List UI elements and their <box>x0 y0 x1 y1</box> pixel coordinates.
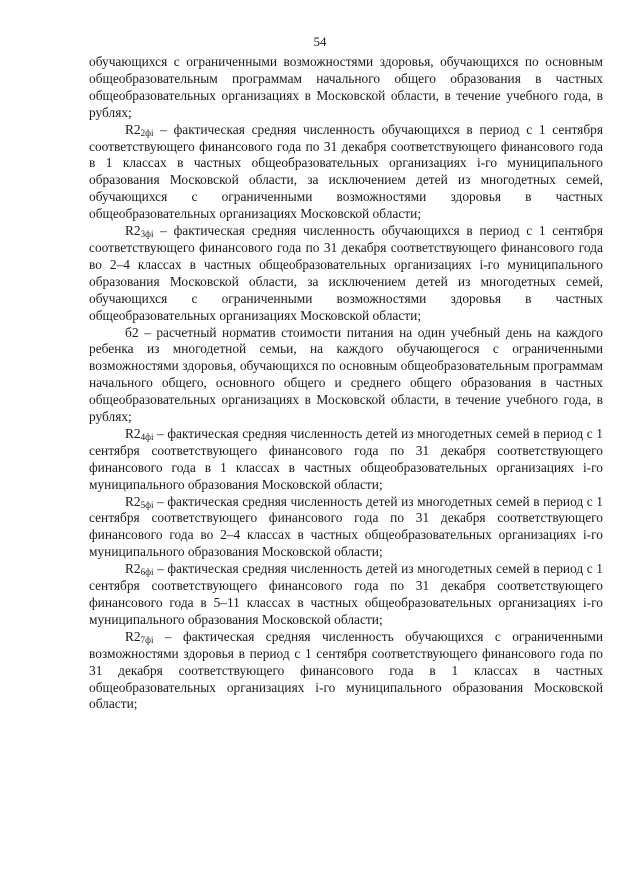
definition-r2-6 <box>89 561 603 629</box>
symbol-subscript: 3фi <box>140 229 154 240</box>
symbol-subscript: 6фi <box>140 567 154 578</box>
definition-b2 <box>89 325 603 426</box>
definition-r2-7 <box>89 629 603 714</box>
definition-text: – фактическая средняя численность детей из многодетных семей в период с 1 сентября соответствующего финансового года по 31 декабря соответствующего финансового года в 1 классах в частных общеобразовательных организациях i-го муниципального образования Московской области; <box>89 425 603 492</box>
definition-text: – фактическая средняя численность обучающихся в период с 1 сентября соответствующего финансового года по 31 декабря соответствующего финансового года в 1 классах в частных общеобразовательных организациях i-го муниципального образования Московской области, за исключением детей из многодетных семей, обучающихся с ограниченными возможностями здоровья в частных общеобразовательных организациях Московской области; <box>89 121 603 222</box>
definition-r2-4 <box>89 426 603 494</box>
paragraph-text: обучающихся с ограниченными возможностями здоровья, обучающихся по основным общеобразовательным программам начального общего образования в частных общеобразовательных организациях в Московской области, в течение учебного года, в рублях; <box>89 54 603 120</box>
symbol: R2 <box>125 121 141 137</box>
symbol: R2 <box>125 425 141 441</box>
definition-r2-5 <box>89 494 603 562</box>
symbol-subscript: 7фi <box>140 634 154 645</box>
paragraph-continuation <box>89 54 603 122</box>
symbol: R2 <box>125 493 141 509</box>
definition-text: – фактическая средняя численность обучающихся в период с 1 сентября соответствующего финансового года по 31 декабря соответствующего финансового года во 2–4 классах в частных общеобразовательных организациях i-го муниципального образования Московской области, за исключением детей из многодетных семей, обучающихся с ограниченными возможностями здоровья в частных общеобразовательных организациях Московской области; <box>89 223 603 323</box>
definition-r2-2 <box>89 122 603 223</box>
document-body <box>89 54 603 713</box>
definition-text: – фактическая средняя численность детей из многодетных семей в период с 1 сентября соответствующего финансового года по 31 декабря соответствующего финансового года во 2–4 классах в частных общеобразовательных организациях i-го муниципального образования Московской области; <box>89 493 603 560</box>
symbol-subscript: 5фi <box>140 499 154 510</box>
definition-r2-3 <box>89 223 603 324</box>
symbol: R2 <box>125 628 141 644</box>
symbol: R2 <box>125 561 141 577</box>
definition-text: – фактическая средняя численность обучающихся с ограниченными возможностями здоровья в период с 1 сентября соответствующего финансового года по 31 декабря соответствующего финансового года в 1 классах в частных общеобразовательных организациях i-го муниципального образования Московской области; <box>89 628 603 712</box>
symbol-subscript: 2фi <box>140 127 154 138</box>
symbol-subscript: 4фi <box>140 431 154 442</box>
definition-text: – фактическая средняя численность детей из многодетных семей в период с 1 сентября соответствующего финансового года по 31 декабря соответствующего финансового года в 5–11 классах в частных общеобразовательных организациях i-го муниципального образования Московской области; <box>89 561 603 627</box>
page-number: 54 <box>313 34 327 49</box>
definition-text: б2 – расчетный норматив стоимости питания на один учебный день на каждого ребенка из многодетной семьи, на каждого обучающегося с ограниченными возможностями здоровья, обучающихся по основным общеобразовательным программам начального общего, основного общего и среднего общего образования в частных общеобразовательных организациях в Московской области, в течение учебного года, в рублях; <box>89 324 603 425</box>
symbol: R2 <box>125 223 141 239</box>
